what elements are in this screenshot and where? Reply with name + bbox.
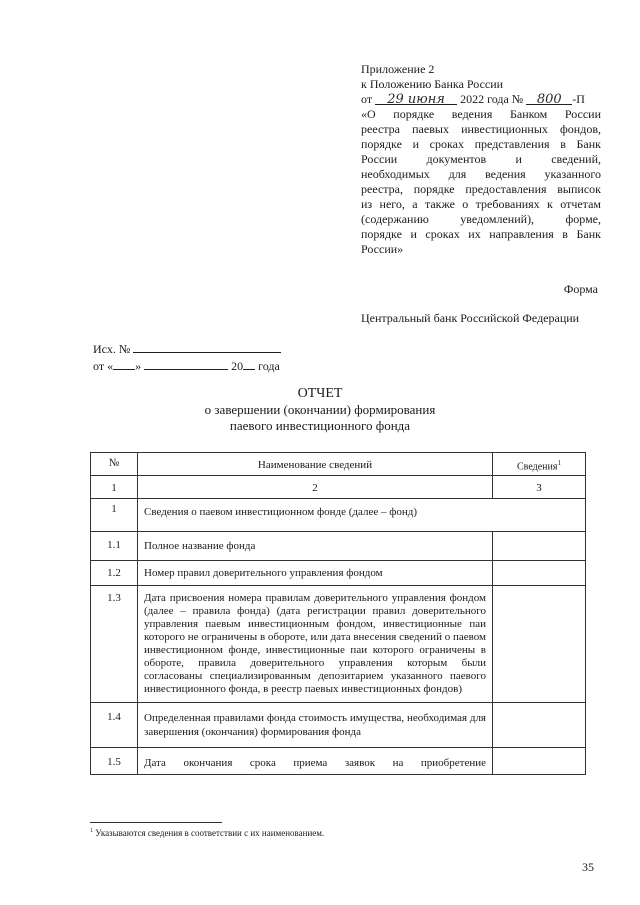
row-value-cell[interactable]: [493, 586, 586, 703]
header-name: Наименование сведений: [138, 453, 493, 476]
row-value-cell[interactable]: [493, 748, 586, 775]
header-num: №: [91, 453, 138, 476]
report-title-line-2: о завершении (окончании) формирования: [204, 402, 436, 417]
row-text: Полное название фонда: [138, 532, 493, 561]
table-column-numbers-row: [91, 476, 586, 499]
header-info-footnote-mark: 1: [557, 459, 561, 467]
day-field[interactable]: [113, 357, 135, 370]
row-num: 1.5: [91, 748, 138, 775]
report-title-line-3: паевого инвестиционного фонда: [229, 418, 411, 433]
table-row: [91, 499, 586, 532]
number-handwritten: 800: [536, 92, 562, 107]
appendix-ref: к Положению Банка России: [361, 77, 504, 91]
table-row: [91, 532, 586, 561]
footnote-text: Указываются сведения в соответствии с их наименованием.: [95, 828, 325, 838]
row-text: Дата присвоения номера правилам доверительного управления фондом (далее – правила фонда) (дата регистрации правил доверительного управления паевым инвестиционным фондом, инвестиционные паи которого не ограничены в обороте, или дата внесения сведений о паевом инвестиционном фонде, инвестиционные паи которого ограничены в обороте, правила доверительного управления которым были согласованы специализированным депозитарием указанного паевого инвестиционного фонда, в реестр паевых инвестиционных фондов): [138, 586, 493, 703]
year-field[interactable]: [243, 357, 255, 370]
number-suffix: -П: [572, 92, 585, 106]
outgoing-block: [93, 340, 281, 374]
row-text: Сведения о паевом инвестиционном фонде (далее – фонд): [138, 499, 586, 532]
col-number-1: 1: [91, 476, 138, 499]
report-title: [0, 386, 640, 434]
row-text: Определенная правилами фонда стоимость имущества, необходимая для завершения (окончания) формирования фонда: [138, 703, 493, 748]
appendix-line-5: необходимых для ведения указанного: [361, 167, 601, 181]
appendix-line-9: порядке и сроках их направления в Банк: [361, 227, 601, 241]
form-label: Форма: [563, 282, 598, 296]
appendix-line-6: реестра, порядке предоставления выписок: [361, 182, 601, 196]
row-num: 1.1: [91, 532, 138, 561]
appendix-title: Приложение 2: [361, 62, 435, 76]
number-handwritten-field: [526, 92, 572, 105]
outgoing-date-line: [93, 357, 281, 374]
table-row: [91, 703, 586, 748]
header-info-label: Сведения: [517, 461, 558, 473]
row-value-cell[interactable]: [493, 703, 586, 748]
appendix-line-2: реестра паевых инвестиционных фондов,: [361, 122, 601, 136]
month-field[interactable]: [144, 357, 228, 370]
appendix-line-8: (содержанию уведомлений), форме,: [361, 212, 601, 226]
appendix-line-3: порядке и сроках представления в Банк: [361, 137, 601, 151]
date-handwritten-field: [375, 92, 457, 105]
row-value-cell[interactable]: [493, 561, 586, 586]
table-row: [91, 748, 586, 775]
outgoing-ref-field[interactable]: [133, 340, 281, 353]
year-suffix: года: [258, 359, 280, 373]
row-text: Дата окончания срока приема заявок на приобретение: [138, 748, 493, 775]
appendix-date-line: [361, 92, 601, 107]
outgoing-ref-label: Исх. №: [93, 342, 131, 356]
row-num: 1.2: [91, 561, 138, 586]
outgoing-ref-line: [93, 340, 281, 357]
page-number: 35: [582, 860, 594, 874]
year-prefix: 20: [231, 359, 244, 373]
date-prefix: от: [361, 92, 373, 106]
appendix-line-10: России»: [361, 242, 404, 256]
report-table: [90, 452, 586, 775]
date-handwritten: 29 июня: [387, 92, 445, 107]
col-number-2: 2: [138, 476, 493, 499]
footnote: [90, 828, 324, 838]
header-info: [493, 453, 586, 476]
table-row: [91, 561, 586, 586]
table-header-row: [91, 453, 586, 476]
report-title-line-1: ОТЧЕТ: [297, 386, 343, 401]
row-text: Номер правил доверительного управления фондом: [138, 561, 493, 586]
appendix-line-7: из него, а также о требованиях к отчетам: [361, 197, 601, 211]
year-text: 2022 года №: [460, 92, 524, 106]
appendix-line-4: России документов и сведений,: [361, 152, 601, 166]
footnote-separator: [90, 822, 222, 823]
row-value-cell[interactable]: [493, 532, 586, 561]
row-num: 1.4: [91, 703, 138, 748]
appendix-block: [361, 62, 601, 257]
date-quote: »: [135, 359, 142, 373]
col-number-3: 3: [493, 476, 586, 499]
date-from-label: от «: [93, 359, 114, 373]
appendix-line-1: «О порядке ведения Банком России: [361, 107, 601, 121]
recipient: Центральный банк Российской Федерации: [361, 311, 580, 325]
row-num: 1.3: [91, 586, 138, 703]
footnote-mark: 1: [90, 828, 93, 834]
table-row: [91, 586, 586, 703]
row-num: 1: [91, 499, 138, 532]
